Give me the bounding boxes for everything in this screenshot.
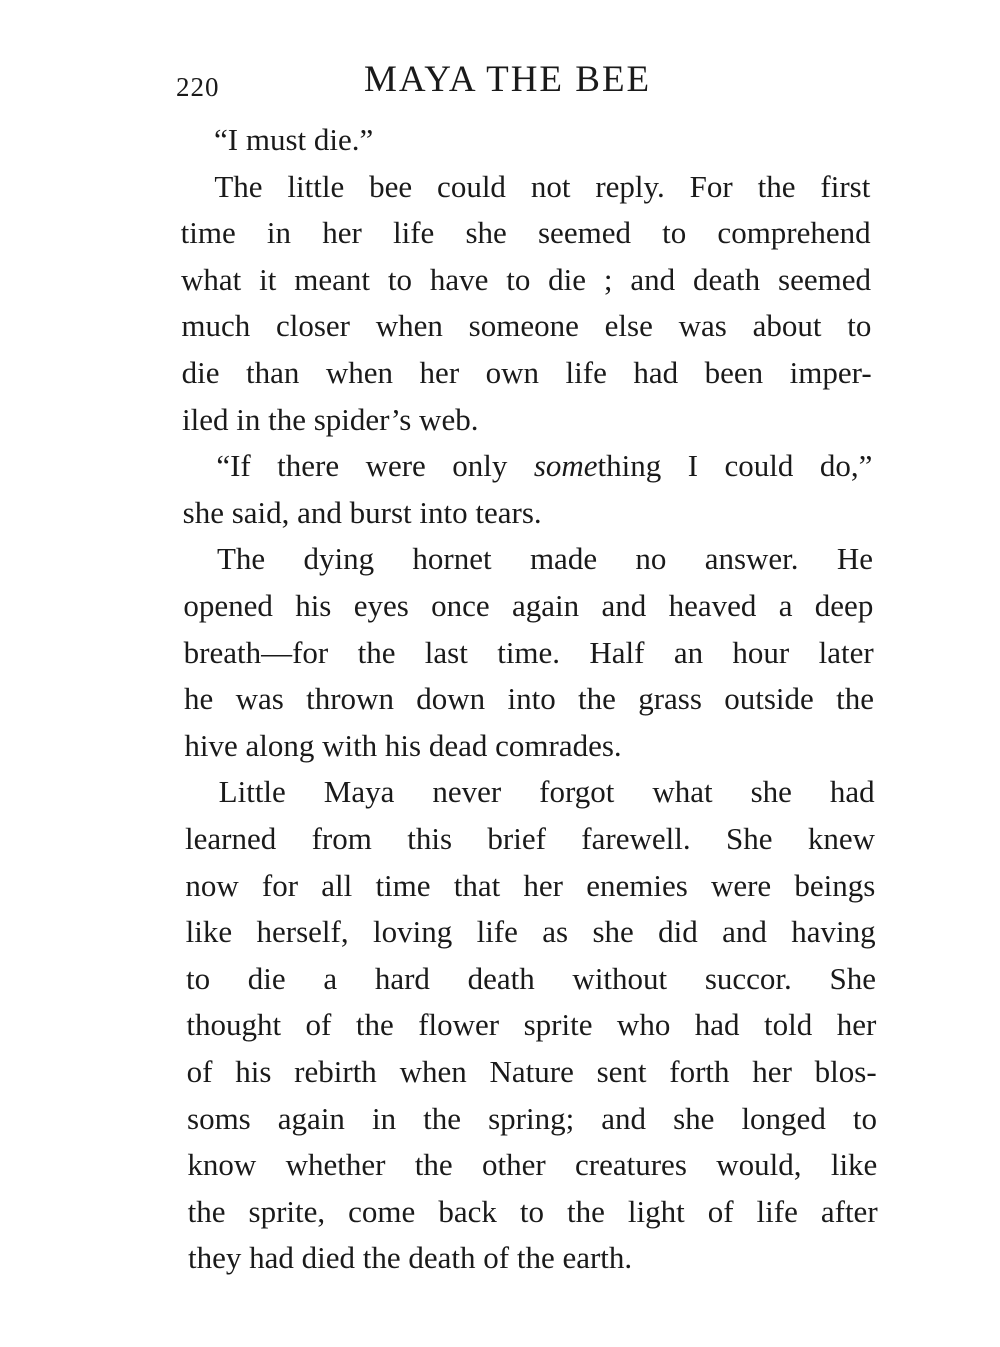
text-line: opened his eyes once again and heaved a deep [183, 588, 874, 623]
text-line: the sprite, come back to the light of life after [187, 1193, 878, 1229]
running-title: MAYA THE BEE [364, 59, 652, 100]
page-number: 220 [176, 72, 220, 102]
text-line: “I must die.” [214, 122, 374, 157]
text-line: he was thrown down into the grass outside the [184, 681, 874, 717]
text-line: like herself, loving life as she did and having [185, 914, 876, 950]
italic-emphasis: some [533, 448, 598, 484]
text-line: thought of the flower sprite who had told her [186, 1007, 877, 1043]
text-line: much closer when someone else was about to [181, 308, 872, 344]
text-line: iled in the spider’s web. [182, 401, 479, 437]
text-line [216, 448, 873, 484]
text-line: learned from this brief farewell. She knew [185, 821, 875, 856]
text-line: what it meant to have to die ; and death seemed [181, 261, 871, 297]
text-line: soms again in the spring; and she longed to [187, 1100, 877, 1136]
text-line: hive along with his dead comrades. [184, 727, 622, 763]
text-line: time in her life she seemed to comprehend [180, 215, 871, 251]
text-segment: thing I could do,” [597, 448, 873, 484]
text-line: The little bee could not reply. For the first [214, 168, 871, 204]
text-line: of his rebirth when Nature sent forth her blos- [186, 1054, 877, 1089]
text-line: she said, and burst into tears. [182, 494, 542, 530]
text-line: know whether the other creatures would, like [187, 1147, 878, 1183]
text-line: they had died the death of the earth. [188, 1240, 633, 1276]
text-line: breath—for the last time. Half an hour later [183, 634, 874, 670]
text-line: Little Maya never forgot what she had [218, 774, 875, 810]
page-header [176, 58, 876, 102]
text-line: now for all time that her enemies were beings [185, 867, 876, 903]
text-line: die than when her own life had been imper- [181, 355, 872, 390]
text-line: to die a hard death without succor. She [186, 960, 876, 996]
text-line: The dying hornet made no answer. He [217, 541, 873, 577]
text-segment: “If there were only [216, 448, 534, 484]
